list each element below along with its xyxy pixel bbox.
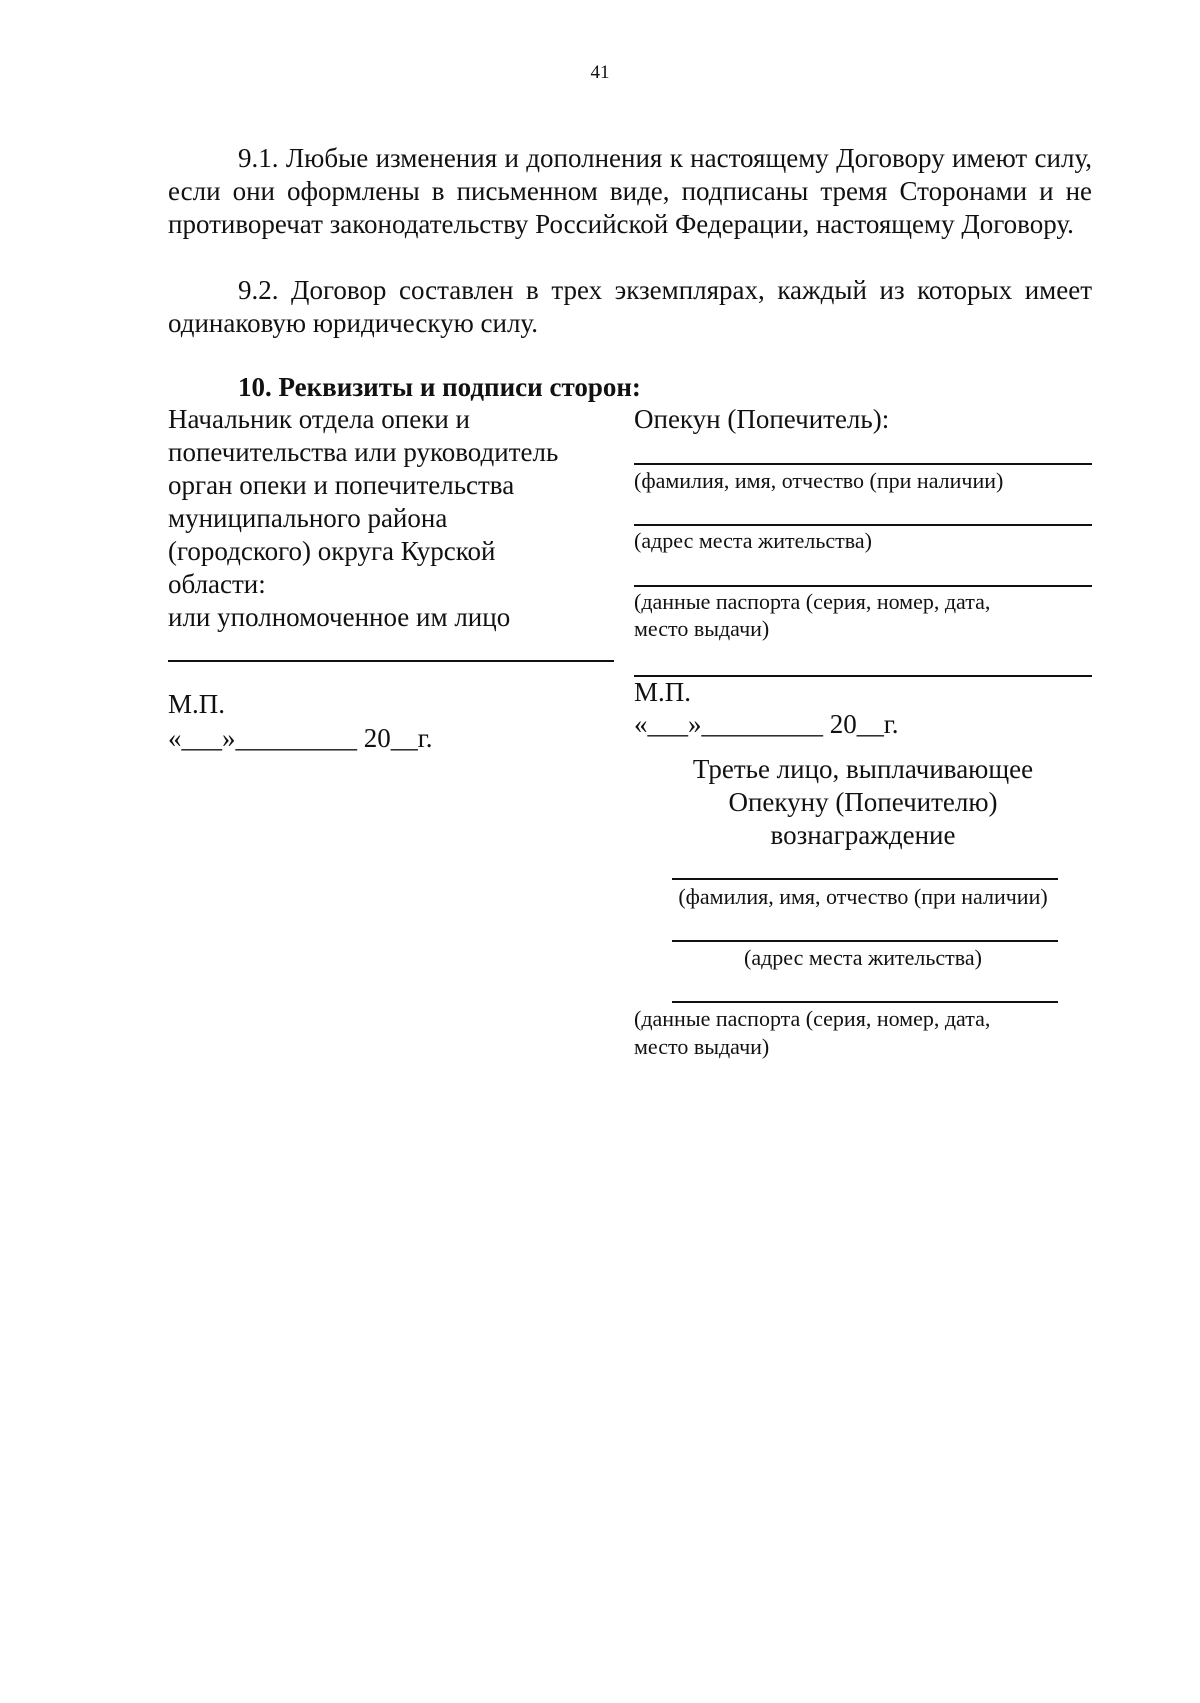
authority-line: муниципального района (168, 503, 448, 533)
guardian-signature-line (634, 675, 1092, 677)
guardian-passport-caption: место выдачи) (634, 616, 770, 641)
authority-line: или уполномоченное им лицо (168, 602, 511, 632)
section-heading: 10. Реквизиты и подписи сторон: (238, 372, 641, 402)
guardian-name-line (634, 463, 1092, 465)
third-party-address-caption: (адрес места жительства) (744, 945, 982, 970)
paragraph-9-2: 9.2. Договор составлен в трех экземплярах, каждый из которых имеет одинаковую юридическую силу. (168, 275, 1092, 338)
guardian-name-caption: (фамилия, имя, отчество (при наличии) (634, 468, 1004, 493)
authority-line: Начальник отдела опеки и (168, 404, 470, 434)
authority-signature-line (168, 660, 614, 662)
guardian-address-caption: (адрес места жительства) (634, 528, 872, 553)
third-party-name-line (672, 878, 1058, 880)
third-party-title: Третье лицо, выплачивающее (692, 754, 1034, 784)
authority-date-line: «___»_________ 20__г. (168, 723, 433, 753)
authority-block (168, 403, 608, 634)
paragraph-9-1: 9.1. Любые изменения и дополнения к настоящему Договору имеют силу, если они оформлены в письменном виде, подписаны тремя Сторонами и не противоречат законодательству Российской Федерации, настоящему Договору. (168, 143, 1092, 239)
third-party-address-line (672, 940, 1058, 942)
authority-line: области: (168, 569, 266, 599)
authority-line: орган опеки и попечительства (168, 470, 515, 500)
third-party-passport-caption: место выдачи) (634, 1034, 770, 1059)
authority-line: (городского) округа Курской (168, 536, 496, 566)
authority-stamp-label: М.П. (168, 689, 226, 719)
third-party-passport-caption: (данные паспорта (серия, номер, дата, (634, 1006, 991, 1031)
authority-line: попечительства или руководитель (168, 437, 559, 467)
third-party-passport-line (672, 1001, 1058, 1003)
guardian-stamp-label: М.П. (634, 677, 692, 707)
guardian-title: Опекун (Попечитель): (634, 404, 890, 434)
third-party-title: вознаграждение (770, 820, 956, 850)
page-number: 41 (590, 62, 610, 83)
third-party-name-caption: (фамилия, имя, отчество (при наличии) (678, 884, 1048, 909)
third-party-title: Опекуну (Попечителю) (728, 787, 998, 817)
guardian-date-line: «___»_________ 20__г. (634, 709, 899, 739)
guardian-passport-caption: (данные паспорта (серия, номер, дата, (634, 589, 991, 614)
